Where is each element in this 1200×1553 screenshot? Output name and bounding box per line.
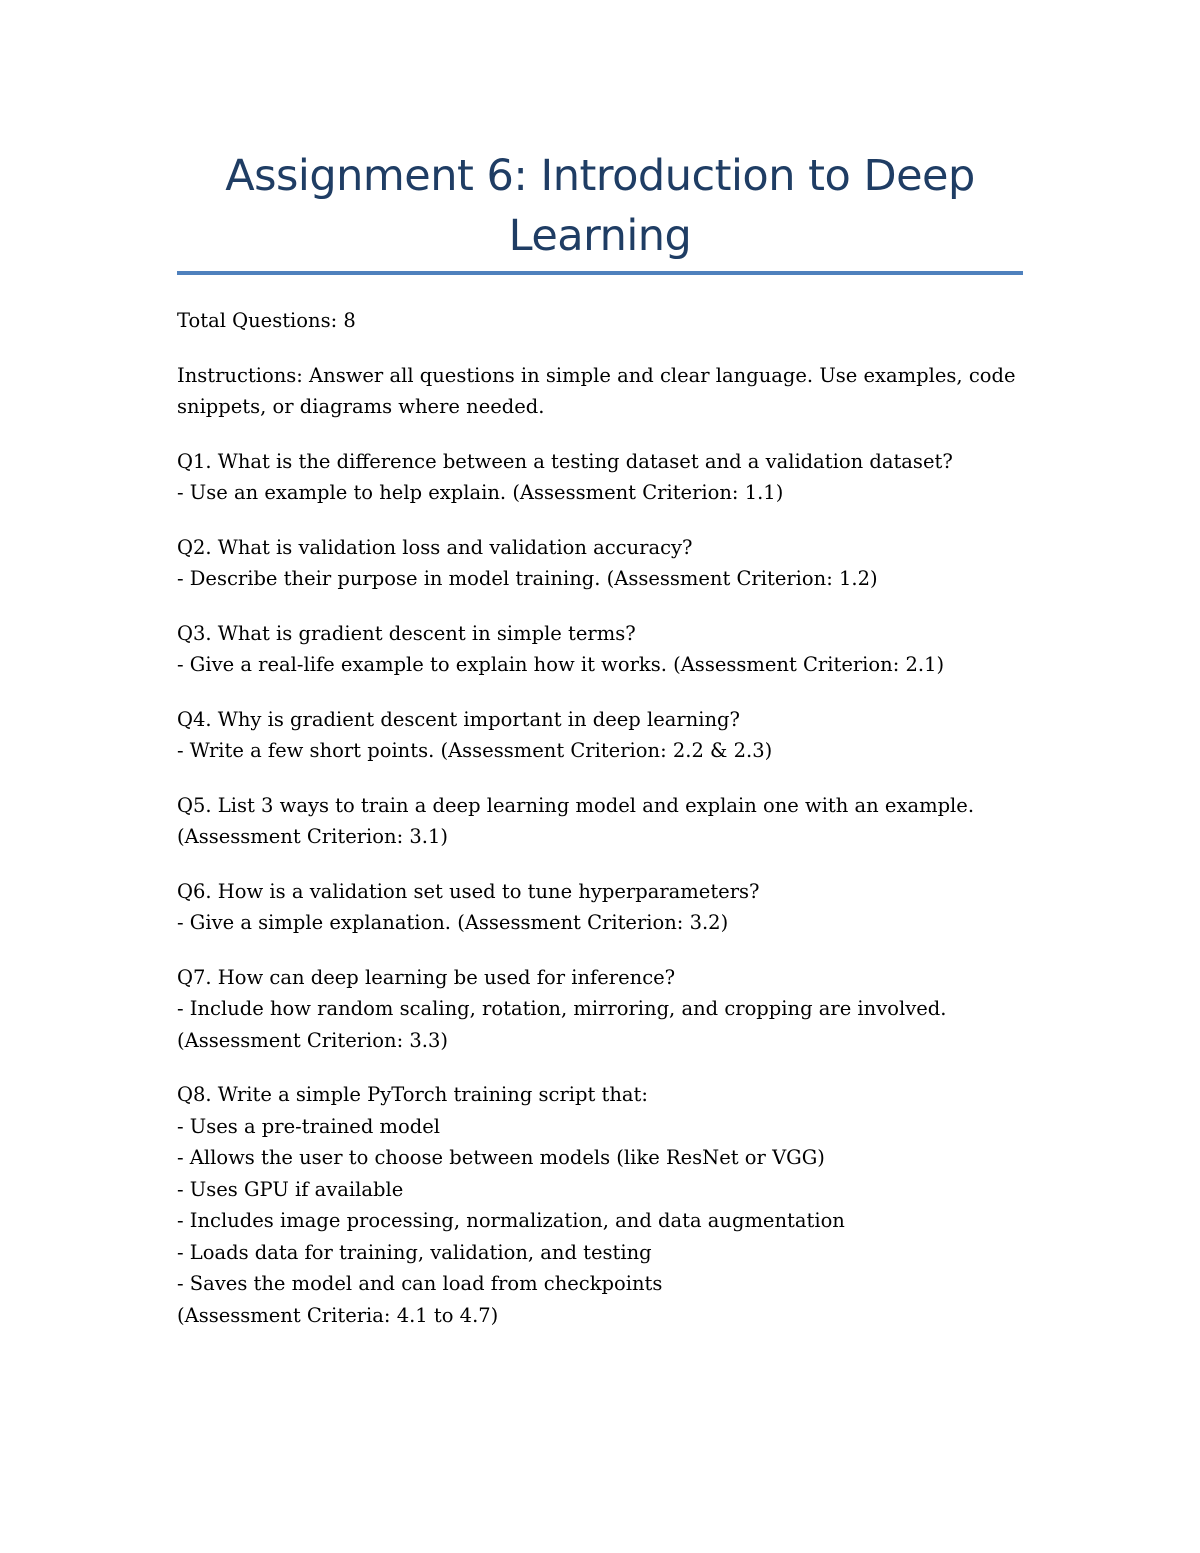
- question-item-8: [177, 1079, 1023, 1331]
- question-text: Q2. What is validation loss and validation accuracy?: [177, 535, 693, 559]
- question-item-3: [177, 618, 1023, 681]
- question-item-7: [177, 962, 1023, 1057]
- question-text: Q7. How can deep learning be used for inference?: [177, 965, 676, 989]
- question-detail: - Allows the user to choose between models (like ResNet or VGG): [177, 1146, 825, 1169]
- question-detail: - Saves the model and can load from checkpoints: [177, 1272, 663, 1295]
- question-detail: - Write a few short points. (Assessment Criterion: 2.2 & 2.3): [177, 739, 773, 762]
- document-title: Assignment 6: Introduction to Deep Learning: [225, 151, 975, 261]
- question-detail: (Assessment Criterion: 3.3): [177, 1028, 448, 1052]
- question-text: Q5. List 3 ways to train a deep learning model and explain one with an example.: [177, 793, 975, 817]
- question-item-5: [177, 790, 1023, 853]
- question-list: [177, 446, 1023, 1332]
- question-text: Q1. What is the difference between a testing dataset and a validation dataset?: [177, 449, 953, 473]
- document-body: [177, 305, 1023, 1354]
- title-divider: [177, 271, 1023, 275]
- question-item-1: [177, 446, 1023, 509]
- question-detail: - Uses a pre-trained model: [177, 1114, 441, 1138]
- question-detail: - Use an example to help explain. (Assessment Criterion: 1.1): [177, 481, 784, 504]
- question-detail: - Includes image processing, normalization, and data augmentation: [177, 1209, 845, 1232]
- question-detail: - Give a real-life example to explain how it works. (Assessment Criterion: 2.1): [177, 653, 945, 676]
- instructions: Instructions: Answer all questions in simple and clear language. Use examples, code snippets, or diagrams where needed.: [177, 363, 1016, 418]
- question-item-4: [177, 704, 1023, 767]
- question-detail: - Include how random scaling, rotation, mirroring, and cropping are involved.: [177, 997, 947, 1020]
- question-item-6: [177, 876, 1023, 939]
- question-detail: - Uses GPU if available: [177, 1177, 404, 1201]
- question-detail: - Loads data for training, validation, and testing: [177, 1240, 652, 1264]
- question-item-2: [177, 532, 1023, 595]
- question-detail: - Give a simple explanation. (Assessment Criterion: 3.2): [177, 911, 729, 934]
- total-questions: Total Questions: 8: [177, 309, 356, 332]
- question-detail: (Assessment Criteria: 4.1 to 4.7): [177, 1303, 499, 1327]
- question-text: Q4. Why is gradient descent important in deep learning?: [177, 707, 740, 731]
- question-detail: (Assessment Criterion: 3.1): [177, 825, 448, 848]
- question-text: Q8. Write a simple PyTorch training script that:: [177, 1083, 648, 1106]
- question-text: Q3. What is gradient descent in simple terms?: [177, 621, 636, 645]
- question-detail: - Describe their purpose in model training. (Assessment Criterion: 1.2): [177, 567, 878, 590]
- question-text: Q6. How is a validation set used to tune hyperparameters?: [177, 879, 760, 903]
